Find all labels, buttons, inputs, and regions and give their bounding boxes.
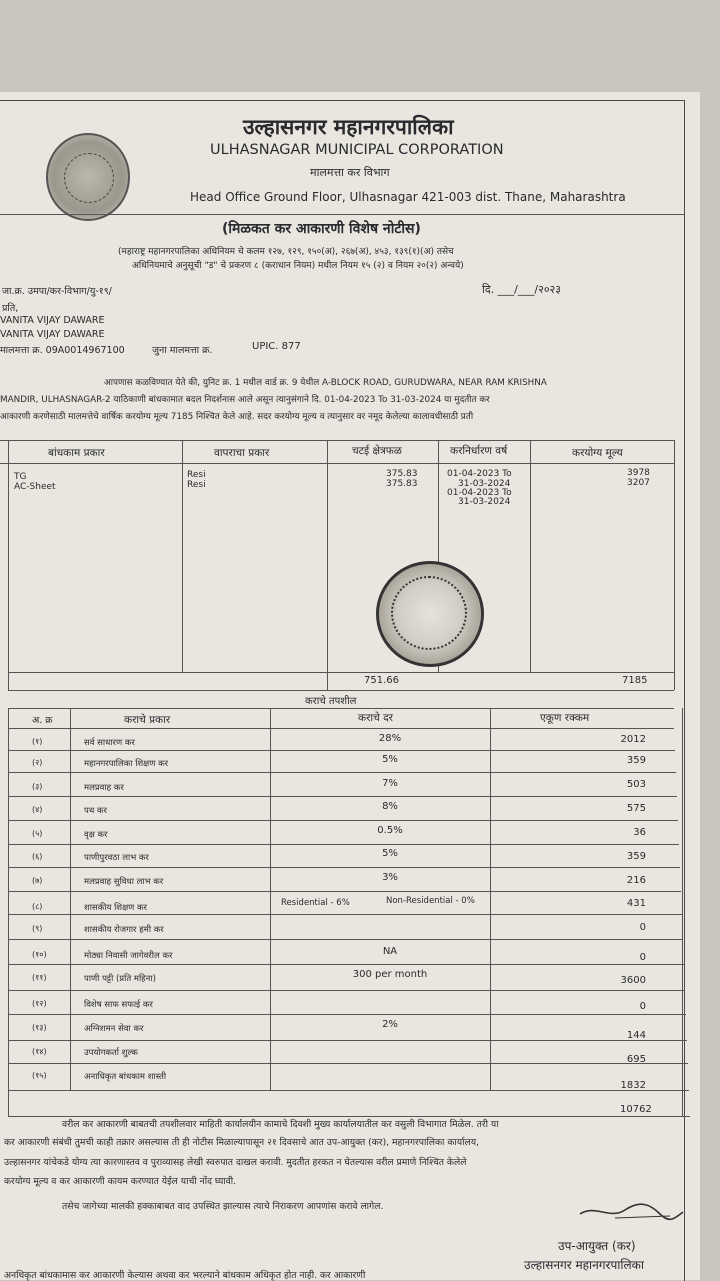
tax-row-serial: (४) [32, 805, 43, 814]
year-2: 31-03-2024 [458, 479, 511, 489]
year-1: 01-04-2023 To [447, 469, 512, 479]
tax-row-amount: 144 [626, 1030, 646, 1041]
upic-number: UPIC. 877 [252, 341, 301, 352]
tax-row-name: उपयोगकर्ता शुल्क [84, 1048, 138, 1058]
value-1: 3978 [627, 468, 650, 478]
header-usage-type: वापराचा प्रकार [214, 447, 270, 459]
tax-row-amount: 1832 [620, 1080, 646, 1091]
department: मालमत्ता कर विभाग [310, 166, 390, 179]
tax-row-serial: (९) [32, 924, 43, 933]
year-4: 31-03-2024 [458, 497, 511, 507]
tax-row-name: अग्निशमन सेवा कर [84, 1024, 144, 1034]
usage-1: Resi [187, 470, 206, 480]
tax-row-name: मोठ्या निवासी जागेवरील कर [84, 951, 173, 961]
tax-row-serial: (२) [32, 758, 43, 767]
header-assessment-year: करनिर्धारण वर्ष [450, 445, 508, 457]
tax-row-name: वृक्ष कर [84, 830, 108, 840]
signatory-title: उप-आयुक्त (कर) [558, 1239, 636, 1253]
title-marathi: उल्हासनगर महानगरपालिका [243, 115, 454, 139]
tax-row-amount: 3600 [620, 975, 646, 986]
header-taxable-value: करयोग्य मूल्य [572, 447, 623, 459]
notice-title: (मिळकत कर आकारणी विशेष नोटीस) [222, 221, 421, 237]
tax-row-serial: (६) [32, 852, 43, 861]
reference-number: जा.क्र. उमपा/कर-विभाग/यु-१९/ [2, 286, 112, 297]
footer-paragraph-2: कर आकारणी संबंधी तुमची काही तक्रार असल्यास ती ही नोटीस मिळाल्यापासून २१ दिवसाचे आत उप-आयुक्त (कर), महानगरपालिका कार्यालय, [4, 1137, 479, 1148]
tax-row-amount: 695 [626, 1054, 646, 1065]
tax-details-caption: कराचे तपशील [305, 696, 357, 707]
tax-row-rate: 8% [382, 801, 398, 812]
tax-row-amount: 359 [626, 755, 646, 766]
old-property-number: जुना मालमत्ता क्र. [152, 345, 213, 356]
tax-row-amount: 575 [626, 803, 646, 814]
non-residential-rate: Non-Residential - 0% [386, 896, 475, 906]
value-2: 3207 [627, 478, 650, 488]
notice-sub-2: अधिनियमाचे अनुसूची "ड" चे प्रकरण ८ (कराधान नियम) मधील नियम १५ (२) व नियम २०(२) अन्वये) [132, 261, 464, 271]
area-2: 375.83 [386, 479, 418, 489]
residential-rate: Residential - 6% [281, 898, 350, 908]
tax-row-amount: 503 [626, 779, 646, 790]
tax-row-serial: (१०) [32, 950, 47, 959]
tax-row-amount: 216 [626, 875, 646, 886]
tax-row-serial: (१५) [32, 1071, 47, 1080]
footer-paragraph-3: उल्हासनगर यांचेकडे योग्य त्या कारणास्तव व पुराव्यासह लेखी स्वरुपात दाखल करावी. मुदतीत हरकत न घेतल्यास वरील प्रमाणे निश्चित केलेले [4, 1157, 467, 1168]
official-seal-stamp [376, 561, 484, 667]
tax-row-serial: (३) [32, 782, 43, 791]
tax-row-name: पाणीपुरवठा लाभ कर [84, 853, 149, 863]
tax-row-rate: 300 per month [352, 969, 428, 980]
tax-row-name: मलप्रवाह कर [84, 783, 124, 793]
tax-row-amount: 36 [633, 827, 646, 838]
col-tax-rate: कराचे दर [358, 712, 393, 724]
tax-row-amount: 2012 [620, 734, 646, 745]
footer-paragraph-4: करयोग्य मूल्य व कर आकारणी कायम करण्यात येईल याची नोंद घ्यावी. [4, 1176, 237, 1187]
tax-row-serial: (१२) [32, 999, 47, 1008]
header-divider [0, 214, 684, 215]
tax-row-name: विशेष साफ सफाई कर [84, 1000, 153, 1010]
tax-row-rate: 28% [378, 733, 402, 744]
footer-paragraph-5: तसेच जागेच्या मालकी हक्काबाबत वाद उपस्थित झाल्यास त्याचे निराकरण आपणांस करावे लागेल. [62, 1201, 384, 1212]
title-english: ULHASNAGAR MUNICIPAL CORPORATION [210, 142, 504, 158]
col-total-amount: एकूण रक्कम [540, 712, 590, 724]
tax-row-name: सर्व साधारण कर [84, 738, 135, 748]
col-tax-type: कराचे प्रकार [124, 714, 171, 726]
tax-row-name: पाणी पट्टी (प्रति महिना) [84, 974, 156, 984]
tax-row-serial: (८) [32, 902, 43, 911]
col-serial: अ. क्र [32, 715, 53, 726]
usage-2: Resi [187, 480, 206, 490]
tax-row-name: महानगरपालिका शिक्षण कर [84, 759, 169, 769]
construction-1: TG [14, 472, 27, 482]
tax-row-amount: 0 [639, 1001, 646, 1012]
footer-paragraph-1: वरील कर आकारणी बाबतची तपशीलवार माहिती कार्यालयीन कामाचे दिवशी मुख्य कार्यालयातील कर वसुली विभागात मिळेल. तरी या [62, 1119, 499, 1130]
corporation-emblem-icon [46, 133, 130, 221]
tax-row-rate: 5% [382, 754, 398, 765]
footer-bottom-note: अनधिकृत बांधकामास कर आकारणी केल्यास अथवा कर भरल्याने बांधकाम अधिकृत होत नाही. कर आकारणी [4, 1270, 366, 1281]
intro-line-2: MANDIR, ULHASNAGAR-2 याठिकाणी बांधकामात बदल निदर्शनास आले असून त्यानुसंगाने दि. 01-04-2023 To 31-03-2024 या मुदतीत कर [0, 395, 490, 405]
owner-name-2: VANITA VIJAY DAWARE [0, 329, 105, 340]
total-area: 751.66 [364, 675, 399, 686]
tax-row-amount: 359 [626, 851, 646, 862]
tax-row-serial: (५) [32, 829, 43, 838]
tax-row-name: शासकीय रोजगार हमी कर [84, 925, 164, 935]
tax-row-rate: NA [382, 946, 398, 957]
tax-row-rate: 5% [382, 848, 398, 859]
signatory-organization: उल्हासनगर महानगरपालिका [524, 1258, 644, 1272]
head-office-address: Head Office Ground Floor, Ulhasnagar 421-003 dist. Thane, Maharashtra [190, 190, 626, 204]
tax-row-rate: 2% [382, 1019, 398, 1030]
prati-label: प्रति, [2, 303, 19, 314]
year-3: 01-04-2023 To [447, 488, 512, 498]
tax-row-rate: 0.5% [377, 825, 403, 836]
header-carpet-area: चटई क्षेत्रफळ [352, 445, 402, 457]
notice-sub-1: (महाराष्ट्र महानगरपालिका अधिनियम चे कलम १२७, १२९, १५०(अ), २६७(अ), ४५३, १३९(१)(अ) तसेच [118, 247, 454, 257]
construction-2: AC-Sheet [14, 482, 56, 492]
grand-total: 10762 [620, 1104, 652, 1115]
total-taxable-value: 7185 [622, 675, 648, 686]
tax-row-name: शासकीय शिक्षण कर [84, 903, 148, 913]
property-number: मालमत्ता क्र. 09A0014967100 [0, 345, 125, 356]
signature [575, 1200, 685, 1224]
tax-row-serial: (१४) [32, 1047, 47, 1056]
tax-row-name: अनाधिकृत बांधकाम शास्ती [84, 1072, 167, 1082]
tax-row-serial: (१३) [32, 1023, 47, 1032]
tax-row-rate: 7% [382, 778, 398, 789]
tax-row-amount: 431 [626, 898, 646, 909]
tax-row-amount: 0 [639, 922, 646, 933]
intro-line-3: आकारणी करणेसाठी मालमत्तेचे वार्षिक करयोग्य मूल्य 7185 निश्चित केले आहे. सदर करयोग्य मूल्य व त्यानुसार वर नमूद केलेल्या कालावधीसाठी प्रती [0, 412, 474, 422]
tax-row-name: मलप्रवाह सुविधा लाभ कर [84, 877, 164, 887]
notice-date: दि. ___/___/२०२३ [482, 283, 561, 296]
area-1: 375.83 [386, 469, 418, 479]
tax-row-serial: (१) [32, 737, 43, 746]
tax-row-amount: 0 [639, 952, 646, 963]
owner-name-1: VANITA VIJAY DAWARE [0, 315, 105, 326]
intro-line-1: आपणास कळविण्यात येते की, युनिट क्र. 1 मधील वार्ड क्र. 9 येथील A-BLOCK ROAD, GURUDWARA, NEAR RAM KRISHNA [104, 378, 547, 388]
tax-row-rate: 3% [382, 872, 398, 883]
header-construction-type: बांधकाम प्रकार [48, 447, 105, 459]
tax-row-name: पथ कर [84, 806, 107, 816]
tax-row-serial: (११) [32, 973, 47, 982]
tax-row-serial: (७) [32, 876, 43, 885]
